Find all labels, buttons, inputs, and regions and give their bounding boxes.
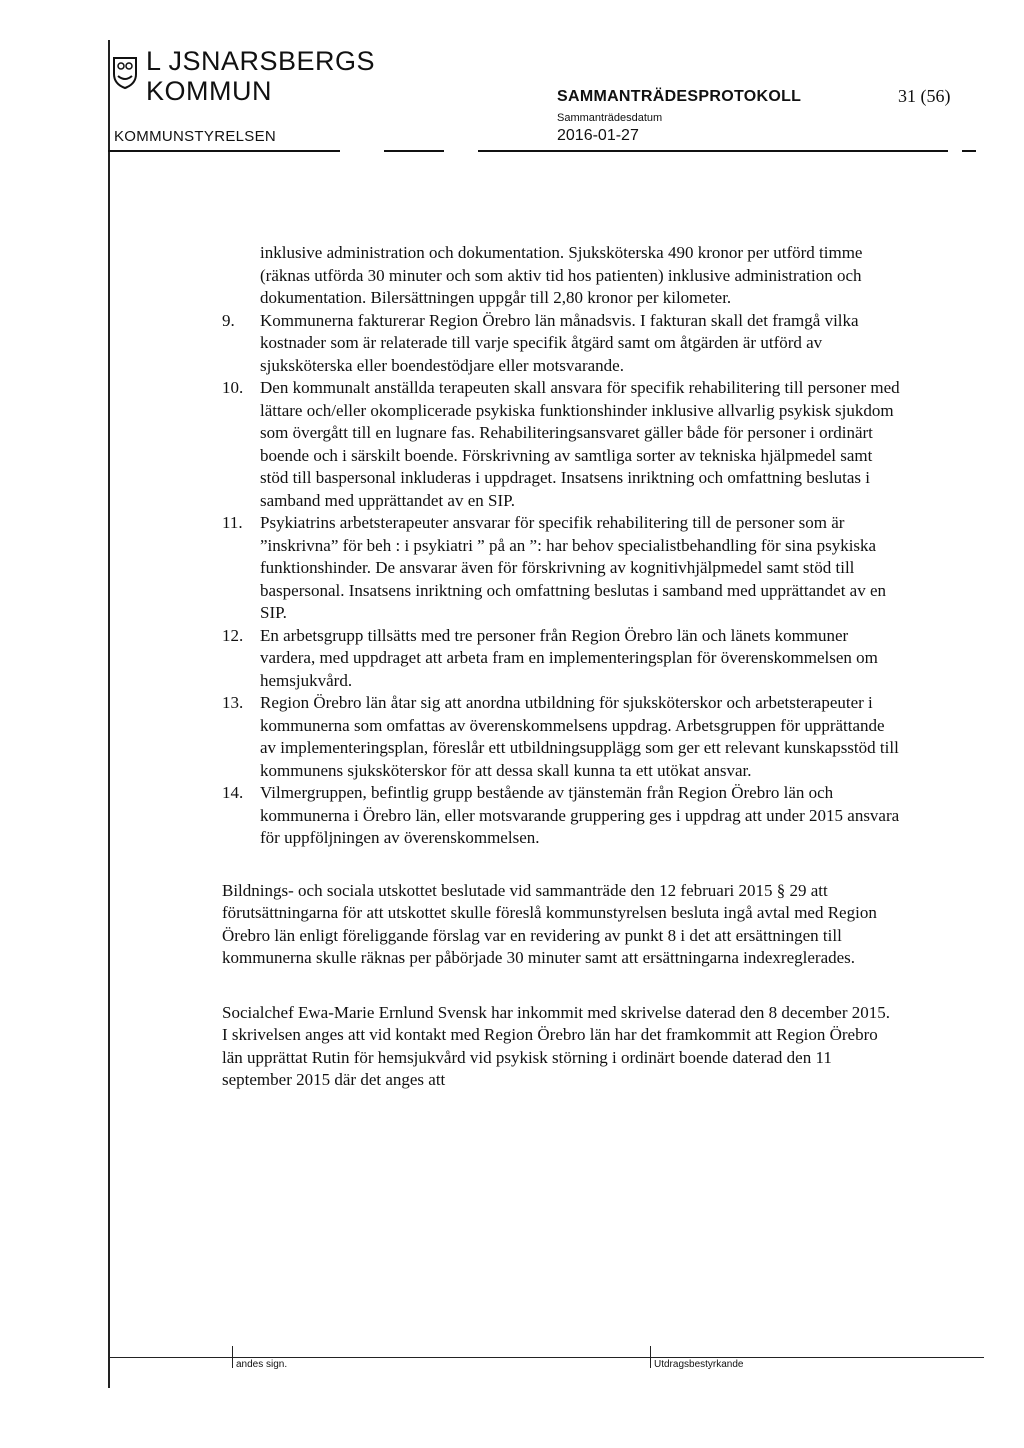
organization-name: [146, 46, 375, 106]
list-item-text: Den kommunalt anställda terapeuten skall ansvara för specifik rehabilitering till personer med lättare och/eller okomplicerade psykiska funktionshinder inklusive allvarlig psykisk sjukdom som övergått till en lugnare fas. Rehabiliteringsansvaret gäller både för personer i ordinärt boende och i särskilt boende. Förskrivning av samtliga sorter av tekniska hjälpmedel samt stöd till baspersonal inkluderas i uppdraget. Insatsens inriktning och omfattning beslutas i samband med upprättandet av en SIP.: [260, 378, 900, 510]
list-item-number: 13.: [222, 693, 244, 712]
list-item: [0, 625, 900, 693]
list-item-text: Psykiatrins arbetsterapeuter ansvarar för specifik rehabilitering till de personer som är ”inskrivna” för beh : i psykiatri ” på an ”: har behov specialistbehandling för sina psykiska funktionshinder. De ansvarar även för förskrivning av kognitivhjälpmedel samt stöd till baspersonal. Insatsens inriktning och omfattning beslutas i samband med upprättandet av en SIP.: [260, 513, 887, 622]
document-type: SAMMANTRÄDESPROTOKOLL: [557, 88, 802, 105]
list-item-text: Kommunerna fakturerar Region Örebro län månadsvis. I fakturan skall det framgå vilka kostnader som är relaterade till varje specifik åtgärd samt om åtgärden är utförd av sjuksköterska eller boendestödjare eller motsvarande.: [260, 310, 859, 375]
list-item: [0, 512, 900, 625]
signature-label: andes sign.: [236, 1359, 288, 1370]
protocol-body: [0, 242, 1024, 1092]
page-number: 31 (56): [898, 86, 951, 106]
list-item-text: Vilmergruppen, befintlig grupp bestående av tjänstemän från Region Örebro län och kommunerna i Örebro län, eller motsvarande gruppering ges i uppdrag att under 2015 ansvara för uppföljningen av överenskommelsen.: [260, 783, 900, 847]
meeting-date: 2016-01-27: [557, 127, 639, 144]
meeting-date-label: Sammanträdesdatum: [557, 112, 663, 124]
list-item-text: Region Örebro län åtar sig att anordna utbildning för sjuksköterskor och arbetsterapeuter i kommunerna som omfattas av överenskommelsens uppdrag. Arbetsgruppen för upprättande av implementeringsplan, föreslår ett utbildningsupplägg som ger ett relevant kunskapsstöd till kommunens sjuksköterskor för att dessa skall kunna ta ett utökat ansvar.: [260, 693, 899, 780]
footer-rule: [108, 1357, 984, 1358]
list-item-number: 10.: [222, 378, 244, 397]
header-rule: [478, 150, 948, 152]
header-rule: [962, 150, 976, 152]
header-rule: [384, 150, 444, 152]
organization-name-line2: KOMMUN: [146, 76, 272, 106]
department-name: KOMMUNSTYRELSEN: [114, 128, 277, 145]
list-item: [0, 377, 900, 512]
list-item-number: 14.: [222, 783, 244, 802]
list-item-number: 9.: [222, 310, 235, 330]
list-item-number: 11.: [222, 513, 243, 532]
body-paragraph: Socialchef Ewa-Marie Ernlund Svensk har inkommit med skrivelse daterad den 8 december 2015. I skrivelsen anges att vid kontakt med Region Örebro län har det framkommit att Region Örebro län upprättat Rutin för hemsjukvård vid psykisk störning i ordinärt boende daterad den 11 september 2015 där det anges att: [222, 1002, 890, 1089]
footer-divider: [232, 1346, 233, 1368]
list-item: [0, 782, 900, 850]
list-item-number: 12.: [222, 625, 244, 645]
list-item: [0, 692, 900, 782]
organization-name-line1: L JSNARSBERGS: [146, 46, 376, 76]
continuation-text: inklusive administration och dokumentation. Sjuksköterska 490 kronor per utförd timme (räknas utförda 30 minuter och som aktiv tid hos patienten) inklusive administration och dokumentation. Bilersättningen uppgår till 2,80 kronor per kilometer.: [260, 243, 863, 307]
list-item: [0, 310, 900, 378]
list-item-text: En arbetsgrupp tillsätts med tre personer från Region Örebro län och länets kommuner vardera, med uppdraget att arbeta fram en implementeringsplan för överenskommelsen om hemsjukvård.: [260, 625, 878, 690]
footer-divider: [650, 1346, 651, 1368]
municipality-crest-icon: [112, 56, 138, 90]
header-rule: [108, 150, 340, 152]
body-paragraph: Bildnings- och sociala utskottet beslutade vid sammanträde den 12 februari 2015 § 29 att förutsättningarna för att utskottet skulle föreslå kommunstyrelsen besluta ingå avtal med Region Örebro län enligt föreliggande förslag var en revidering av punkt 8 i det att ersättningen till kommunerna skulle räknas per påbörjade 30 minuter samt att ersättningarna indexreglerades.: [222, 880, 877, 967]
extract-certification-label: Utdragsbestyrkande: [654, 1359, 744, 1370]
